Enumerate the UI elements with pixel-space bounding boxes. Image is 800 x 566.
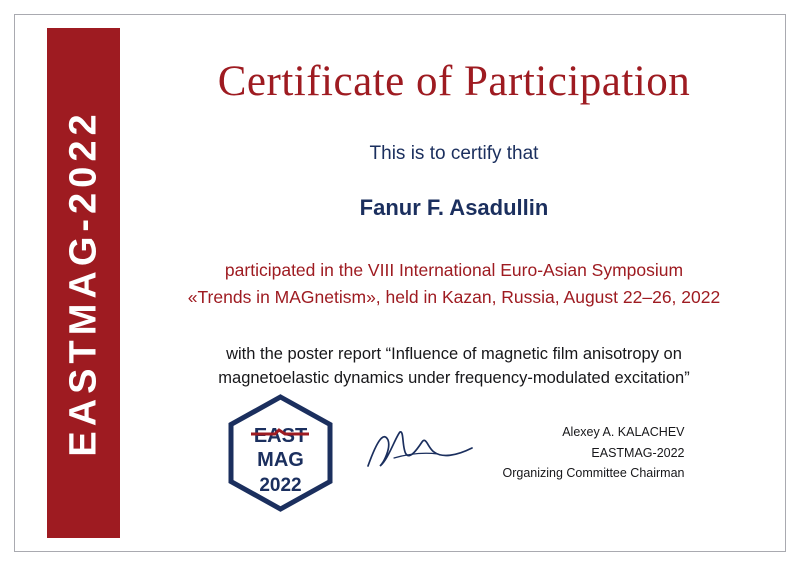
signatory-block xyxy=(502,422,684,484)
event-description xyxy=(140,257,768,311)
eastmag-logo xyxy=(223,394,338,512)
signatory-name: Alexey A. KALACHEV xyxy=(562,425,685,440)
signature-icon xyxy=(360,418,480,488)
signatory-org: EASTMAG-2022 xyxy=(591,445,685,460)
event-line-1: participated in the VIII International Euro-Asian Symposium xyxy=(224,260,684,281)
page-title: Certificate of Participation xyxy=(217,58,691,105)
logo-line-2-text: MAG xyxy=(257,449,305,471)
report-line-1: with the poster report “Influence of magnetic film anisotropy on xyxy=(226,344,682,363)
logo-line-1-text: EAST xyxy=(254,425,308,447)
event-line-2: «Trends in MAGnetism», held in Kazan, Russia, August 22–26, 2022 xyxy=(187,287,721,308)
signatory-role: Organizing Committee Chairman xyxy=(502,466,685,481)
logo-line-3-text: 2022 xyxy=(259,475,303,496)
side-band-label: EASTMAG-2022 xyxy=(62,109,104,457)
report-description xyxy=(140,342,768,392)
side-band xyxy=(47,28,120,538)
certificate-footer xyxy=(140,394,768,512)
recipient-name: Fanur F. Asadullin xyxy=(359,195,549,221)
report-line-2: magnetoelastic dynamics under frequency-modulated excitation” xyxy=(218,369,690,388)
certificate-content xyxy=(140,28,768,538)
certify-statement: This is to certify that xyxy=(369,143,539,165)
